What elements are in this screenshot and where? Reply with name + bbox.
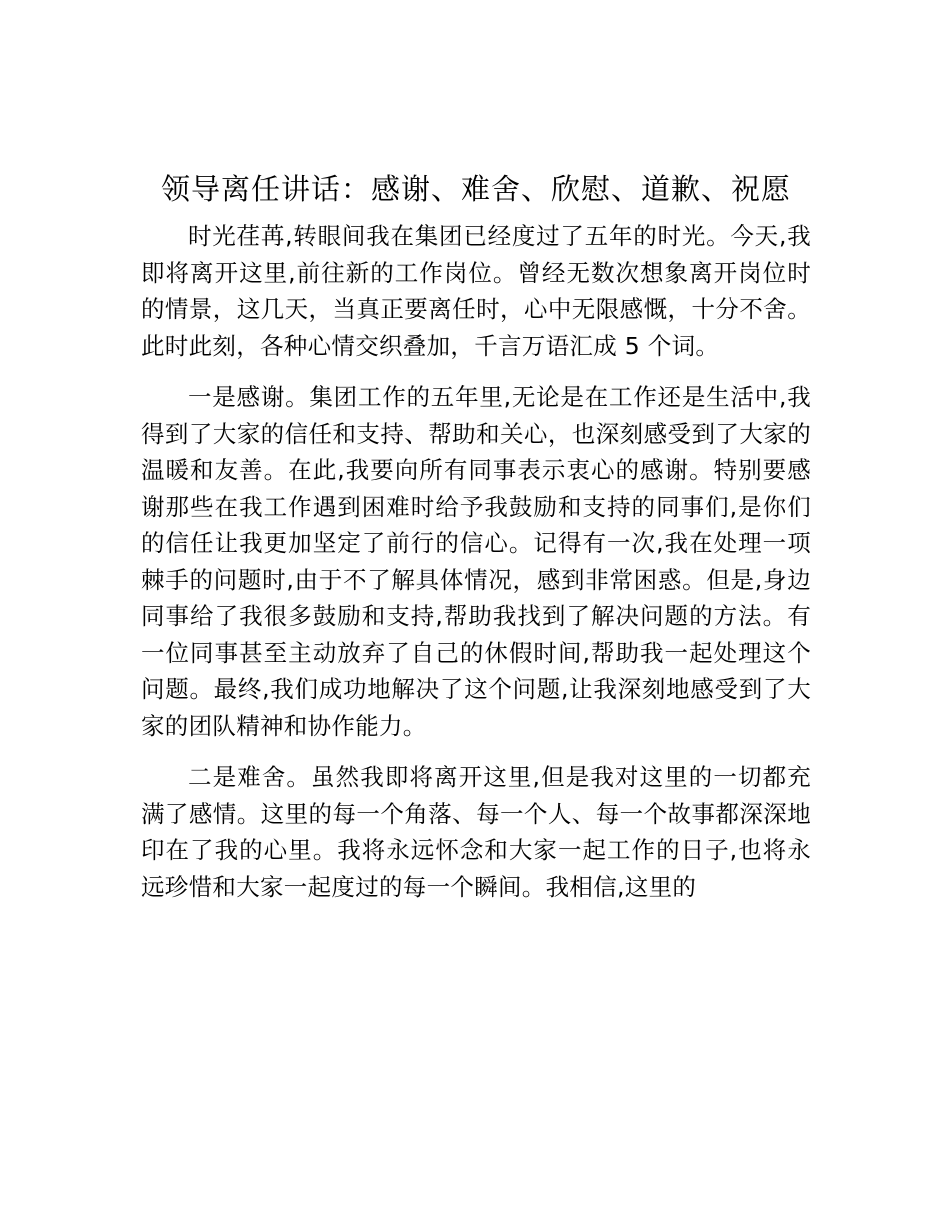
document-title: 领导离任讲话：感谢、难舍、欣慰、道歉、祝愿 (160, 172, 791, 206)
document-body (141, 168, 811, 905)
paragraph-intro: 时光荏苒,转眼间我在集团已经度过了五年的时光。今天,我即将离开这里,前往新的工作岗位。曾经无数次想象离开岗位时的情景，这几天，当真正要离任时，心中无限感慨，十分不舍。此时此刻，各种心情交织叠加，千言万语汇成 5 个词。 (141, 222, 811, 360)
paragraph-reluctance: 二是难舍。虽然我即将离开这里,但是我对这里的一切都充满了感情。这里的每一个角落、每一个人、每一个故事都深深地印在了我的心里。我将永远怀念和大家一起工作的日子,也将永远珍惜和大家一起度过的每一个瞬间。我相信,这里的 (141, 763, 811, 901)
paragraph-gratitude: 一是感谢。集团工作的五年里,无论是在工作还是生活中,我得到了大家的信任和支持、帮助和关心，也深刻感受到了大家的温暖和友善。在此,我要向所有同事表示衷心的感谢。特别要感谢那些在我工作遇到困难时给予我鼓励和支持的同事们,是你们的信任让我更加坚定了前行的信心。记得有一次,我在处理一项棘手的问题时,由于不了解具体情况，感到非常困惑。但是,身边同事给了我很多鼓励和支持,帮助我找到了解决问题的方法。有一位同事甚至主动放弃了自己的休假时间,帮助我一起处理这个问题。最终,我们成功地解决了这个问题,让我深刻地感受到了大家的团队精神和协作能力。 (141, 383, 811, 740)
